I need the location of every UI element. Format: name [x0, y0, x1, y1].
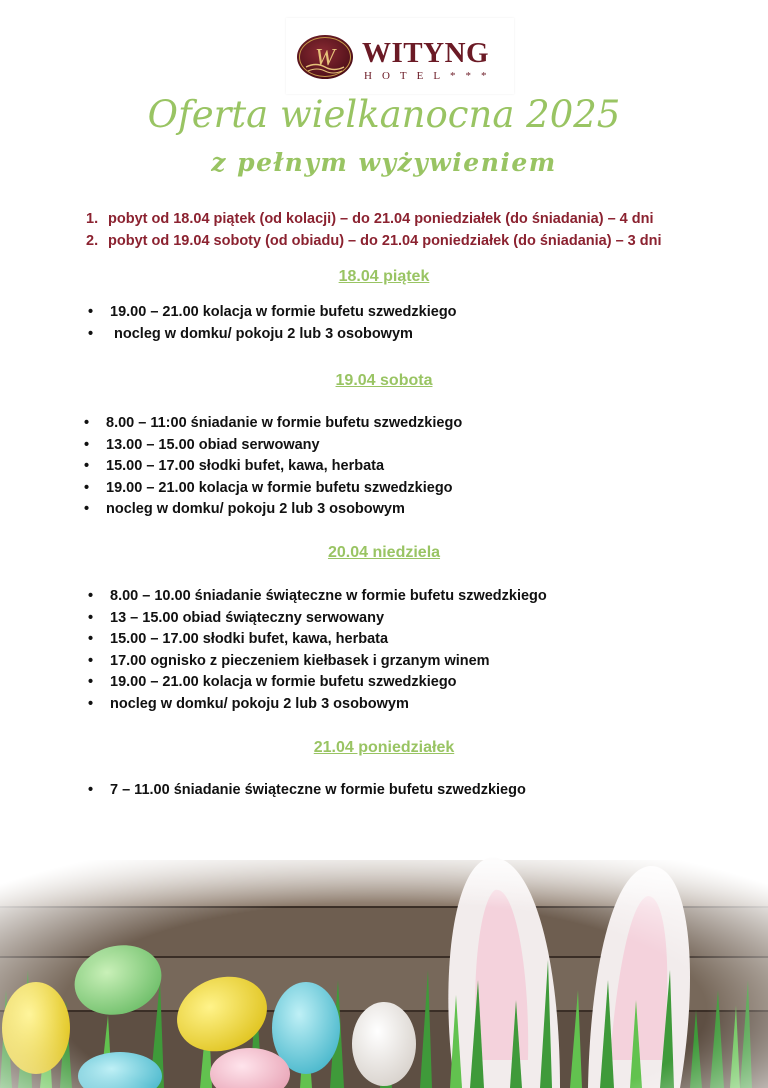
bullet-icon: •: [84, 479, 90, 496]
page-subtitle: z pełnym wyżywieniem: [211, 148, 557, 177]
item-text: 8.00 – 11:00 śniadanie w formie bufetu szwedzkiego: [106, 415, 463, 431]
list-item: [84, 478, 462, 500]
offer-item: [86, 209, 654, 229]
bullet-icon: •: [88, 588, 94, 604]
list-item: [88, 629, 547, 651]
day-schedule-list: [84, 413, 463, 521]
bullet-icon: •: [88, 674, 94, 691]
bullet-icon: •: [88, 631, 94, 648]
bullet-icon: •: [84, 501, 90, 518]
bullet-icon: •: [88, 695, 94, 712]
list-item: [88, 324, 457, 346]
list-item: [84, 456, 462, 478]
bullet-icon: •: [88, 609, 94, 626]
item-text: nocleg w domku/ pokoju 2 lub 3 osobowym: [110, 325, 413, 342]
day-schedule-list: [88, 586, 547, 716]
item-text: 19.00 – 21.00 kolacja w formie bufetu szwedzkiego: [110, 674, 457, 691]
item-text: nocleg w domku/ pokoju 2 lub 3 osobowym: [106, 501, 405, 518]
item-text: 17.00 ognisko z pieczeniem kiełbasek i grzanym winem: [110, 652, 490, 669]
item-text: 15.00 – 17.00 słodki bufet, kawa, herbata: [106, 458, 385, 475]
page-title: Oferta wielkanocna 2025: [147, 93, 621, 136]
bullet-icon: •: [84, 415, 90, 431]
offer-text: pobyt od 19.04 soboty (od obiadu) – do 21.04 poniedziałek (do śniadania) – 3 dni: [108, 233, 662, 249]
bullet-icon: •: [88, 782, 94, 798]
bullet-icon: •: [84, 458, 90, 475]
offer-number: 2.: [86, 233, 99, 249]
list-item: [88, 586, 547, 608]
list-item: [84, 413, 463, 435]
item-text: 19.00 – 21.00 kolacja w formie bufetu szwedzkiego: [106, 479, 453, 496]
day-heading: 21.04 poniedziałek: [313, 739, 455, 756]
logo-emblem-icon: [296, 34, 354, 80]
list-item: [88, 302, 457, 324]
list-item: [88, 694, 547, 716]
hotel-logo: [286, 18, 514, 94]
day-heading: 18.04 piątek: [338, 268, 430, 285]
logo-name: WITYNG: [362, 37, 490, 69]
item-text: 7 – 11.00 śniadanie świąteczne w formie bufetu szwedzkiego: [110, 782, 526, 798]
day-schedule-list: [88, 780, 526, 802]
item-text: 13 – 15.00 obiad świąteczny serwowany: [110, 609, 385, 626]
logo-subtitle: HOTEL***: [364, 70, 497, 82]
bullet-icon: •: [88, 325, 94, 342]
item-text: 13.00 – 15.00 obiad serwowany: [106, 436, 320, 453]
offer-item: [86, 231, 662, 251]
day-heading: 20.04 niedziela: [327, 544, 441, 561]
svg-text:W: W: [315, 45, 335, 71]
day-schedule-list: [88, 302, 457, 345]
offer-number: 1.: [86, 211, 99, 227]
list-item: [84, 499, 462, 521]
list-item: [88, 780, 526, 802]
list-item: [88, 608, 547, 630]
item-text: 19.00 – 21.00 kolacja w formie bufetu szwedzkiego: [110, 304, 457, 320]
easter-decoration-image: [0, 830, 768, 1088]
list-item: [88, 672, 547, 694]
bullet-icon: •: [88, 304, 94, 320]
item-text: 8.00 – 10.00 śniadanie świąteczne w formie bufetu szwedzkiego: [110, 588, 547, 604]
bullet-icon: •: [88, 652, 94, 669]
offer-text: pobyt od 18.04 piątek (od kolacji) – do 21.04 poniedziałek (do śniadania) – 4 dni: [108, 211, 654, 227]
item-text: 15.00 – 17.00 słodki bufet, kawa, herbata: [110, 631, 389, 648]
list-item: [84, 435, 462, 457]
list-item: [88, 651, 547, 673]
day-heading: 19.04 sobota: [335, 372, 433, 389]
item-text: nocleg w domku/ pokoju 2 lub 3 osobowym: [110, 695, 409, 712]
bullet-icon: •: [84, 436, 90, 453]
